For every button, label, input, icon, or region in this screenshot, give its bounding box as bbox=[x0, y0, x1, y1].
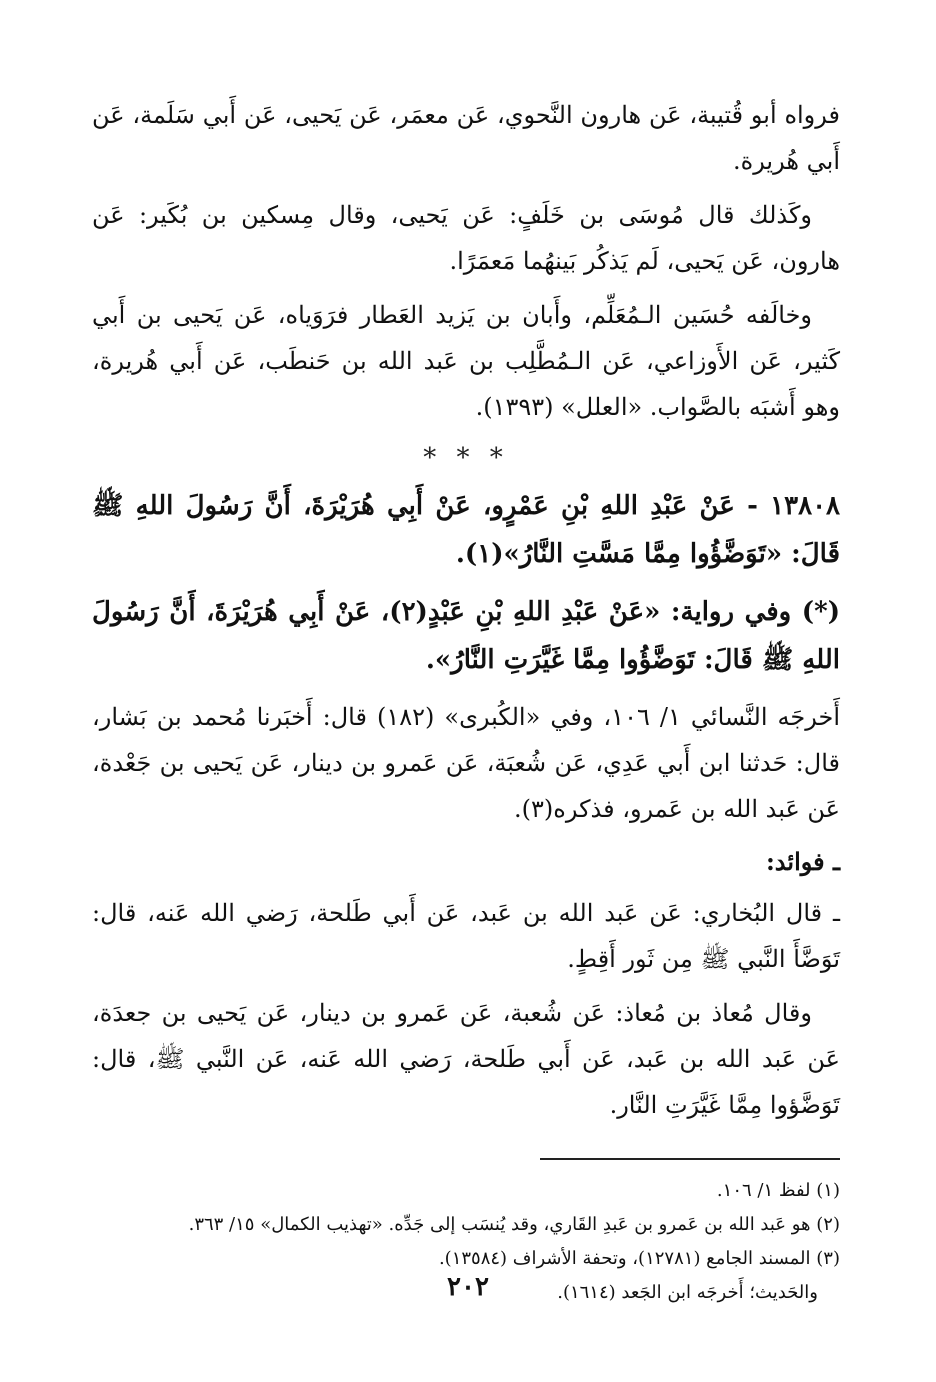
benefits-heading: ـ فوائد: bbox=[765, 847, 840, 876]
section-separator: * * * bbox=[423, 443, 509, 473]
page-number: ٢٠٢ bbox=[447, 1272, 489, 1302]
footnote-2: (٢) هو عَبد الله بن عَمرو بن عَبدِ القَاري، وقد يُنسَب إلى جَدِّه. «تهذيب الكمال» ١٥/ ٣٦٣. bbox=[188, 1214, 840, 1235]
footnote-1: (١) لفظ ١/ ١٠٦. bbox=[716, 1180, 840, 1201]
footnote-3: (٣) المسند الجامع (١٢٧٨١)، وتحفة الأشراف (١٣٥٨٤). bbox=[438, 1248, 840, 1269]
paragraph-khalafah: وخالَفه حُسَين الـمُعَلِّم، وأَبان بن يَزيد العَطار فرَوَياه، عَن يَحيى بن أَبي كَثير، عَن الأَوزاعي، عَن الـمُطَّلِب بن عَبد الله بن حَنطَب، عَن أَبي هُريرة، وهو أَشبَه بالصَّواب. «العلل» (١٣٩٣). bbox=[92, 301, 840, 421]
paragraph-musa: وكَذلك قال مُوسَى بن خَلَفٍ: عَن يَحيى، وقال مِسكين بن بُكَير: عَن هارون، عَن يَحيى، لَم يَذكُر بَينهُما مَعمَرًا. bbox=[92, 201, 840, 275]
hadith-text: ١٣٨٠٨ - عَنْ عَبْدِ اللهِ بْنِ عَمْرٍو، عَنْ أَبِي هُرَيْرَةَ، أَنَّ رَسُولَ اللهِ ﷺ قَالَ: «تَوَضَّؤُوا مِمَّا مَسَّتِ النَّارُ»(١). bbox=[92, 491, 840, 569]
takhrij-paragraph: أَخرجَه النَّسائي ١/ ١٠٦، وفي «الكُبرى» (١٨٢) قال: أَخبَرنا مُحمد بن بَشار، قال: حَدثنا ابن أَبي عَدِي، عَن شُعبَة، عَن عَمرو بن دينار، عَن يَحيى بن جَعْدة، عَن عَبد الله بن عَمرو، فذكره(٣). bbox=[92, 703, 841, 823]
benefit-muadh: وقال مُعاذ بن مُعاذ: عَن شُعبة، عَن عَمرو بن دينار، عَن يَحيى بن جعدَة، عَن عَبد الله بن عَبد، عَن أَبي طَلحة، رَضي الله عَنه، عَن النَّبي ﷺ، قال: تَوَضَّؤوا مِمَّا غَيَّرَتِ النَّار. bbox=[92, 999, 841, 1119]
paragraph-riwaya: فرواه أبو قُتيبة، عَن هارون النَّحوي، عَن معمَر، عَن يَحيى، عَن أَبي سَلَمة، عَن أَبي هُريرة. bbox=[92, 101, 840, 175]
hadith-variant: (*) وفي رواية: «عَنْ عَبْدِ اللهِ بْنِ عَبْدٍ(٢)، عَنْ أَبِي هُرَيْرَةَ، أَنَّ رَسُولَ اللهِ ﷺ قَالَ: تَوَضَّؤُوا مِمَّا غَيَّرَتِ النَّارُ». bbox=[92, 597, 840, 675]
footnote-divider bbox=[540, 1158, 840, 1160]
footnote-3-continuation: والحَديث؛ أَخرجَه ابن الجَعد (١٦١٤). bbox=[557, 1282, 818, 1303]
page-body bbox=[92, 92, 840, 1342]
benefit-bukhari: ـ قال البُخاري: عَن عَبد الله بن عَبد، عَن أَبي طَلحة، رَضي الله عَنه، قال: تَوَضَّأَ النَّبي ﷺ مِن ثَور أَقِطٍ. bbox=[92, 899, 840, 973]
